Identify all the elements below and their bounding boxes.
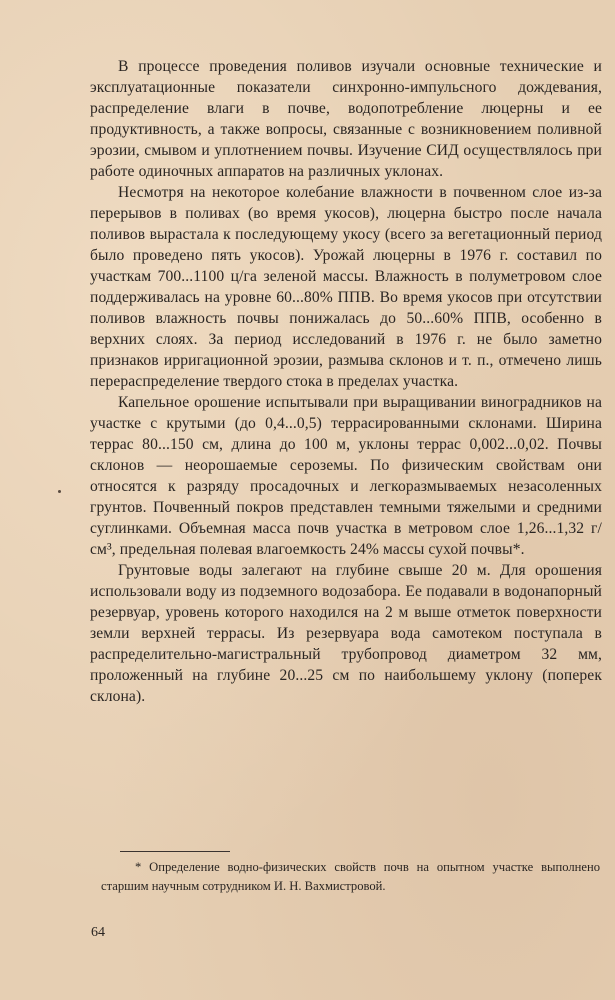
paragraph-2: Несмотря на некоторое колебание влажности в почвенном слое из-за перерывов в поливах (во время укосов), люцерна быстро после начала поливов вырастала к последующему укосу (всего за вегетационный период было проведено пять укосов). Урожай люцерны в 1976 г. составил по участкам 700...1100 ц/га зеленой массы. Влажность в полуметровом слое поддерживалась на уровне 60...80% ППВ. Во время укосов при отсутствии поливов влажность почвы понижалась до 50...60% ППВ, особенно в верхних слоях. За период исследований в 1976 г. не было заметно признаков ирригационной эрозии, размыва склонов и т. п., отмечено лишь перераспределение твердого стока в пределах участка. — [90, 184, 602, 390]
margin-mark — [58, 490, 61, 493]
page-number: 64 — [91, 925, 105, 940]
main-text — [90, 56, 602, 707]
paragraph-3: Капельное орошение испытывали при выращивании виноградников на участке с крутыми (до 0,4...0,5) террасированными склонами. Ширина террас 80...150 см, длина до 100 м, уклоны террас 0,002...0,02. Почвы склонов — неорошаемые сероземы. По физическим свойствам они относятся к разряду просадочных и легкоразмываемых незасоленных грунтов. Почвенный покров представлен темными тяжелыми и средними суглинками. Объемная масса почв участка в метровом слое 1,26...1,32 г/см³, предельная полевая влагоемкость 24% массы сухой почвы*. — [90, 394, 602, 558]
paragraph-1: В процессе проведения поливов изучали основные технические и эксплуатационные показатели синхронно-импульсного дождевания, распределение влаги в почве, водопотребление люцерны и ее продуктивность, а также вопросы, связанные с возникновением поливной эрозии, смывом и уплотнением почвы. Изучение СИД осуществлялось при работе одиночных аппаратов на различных уклонах. — [90, 58, 602, 180]
footnote-divider — [120, 851, 230, 852]
paragraph-4: Грунтовые воды залегают на глубине свыше 20 м. Для орошения использовали воду из подземного водозабора. Ее подавали в водонапорный резервуар, уровень которого находился на 2 м выше отметок поверхности земли верхней террасы. Из резервуара вода самотеком поступала в распределительно-магистральный трубопровод диаметром 32 мм, проложенный на глубине 20...25 см по наибольшему уклону (поперек склона). — [90, 562, 602, 705]
footnote: * Определение водно-физических свойств почв на опытном участке выполнено старшим научным сотрудником И. Н. Вахмистровой. — [101, 860, 600, 893]
